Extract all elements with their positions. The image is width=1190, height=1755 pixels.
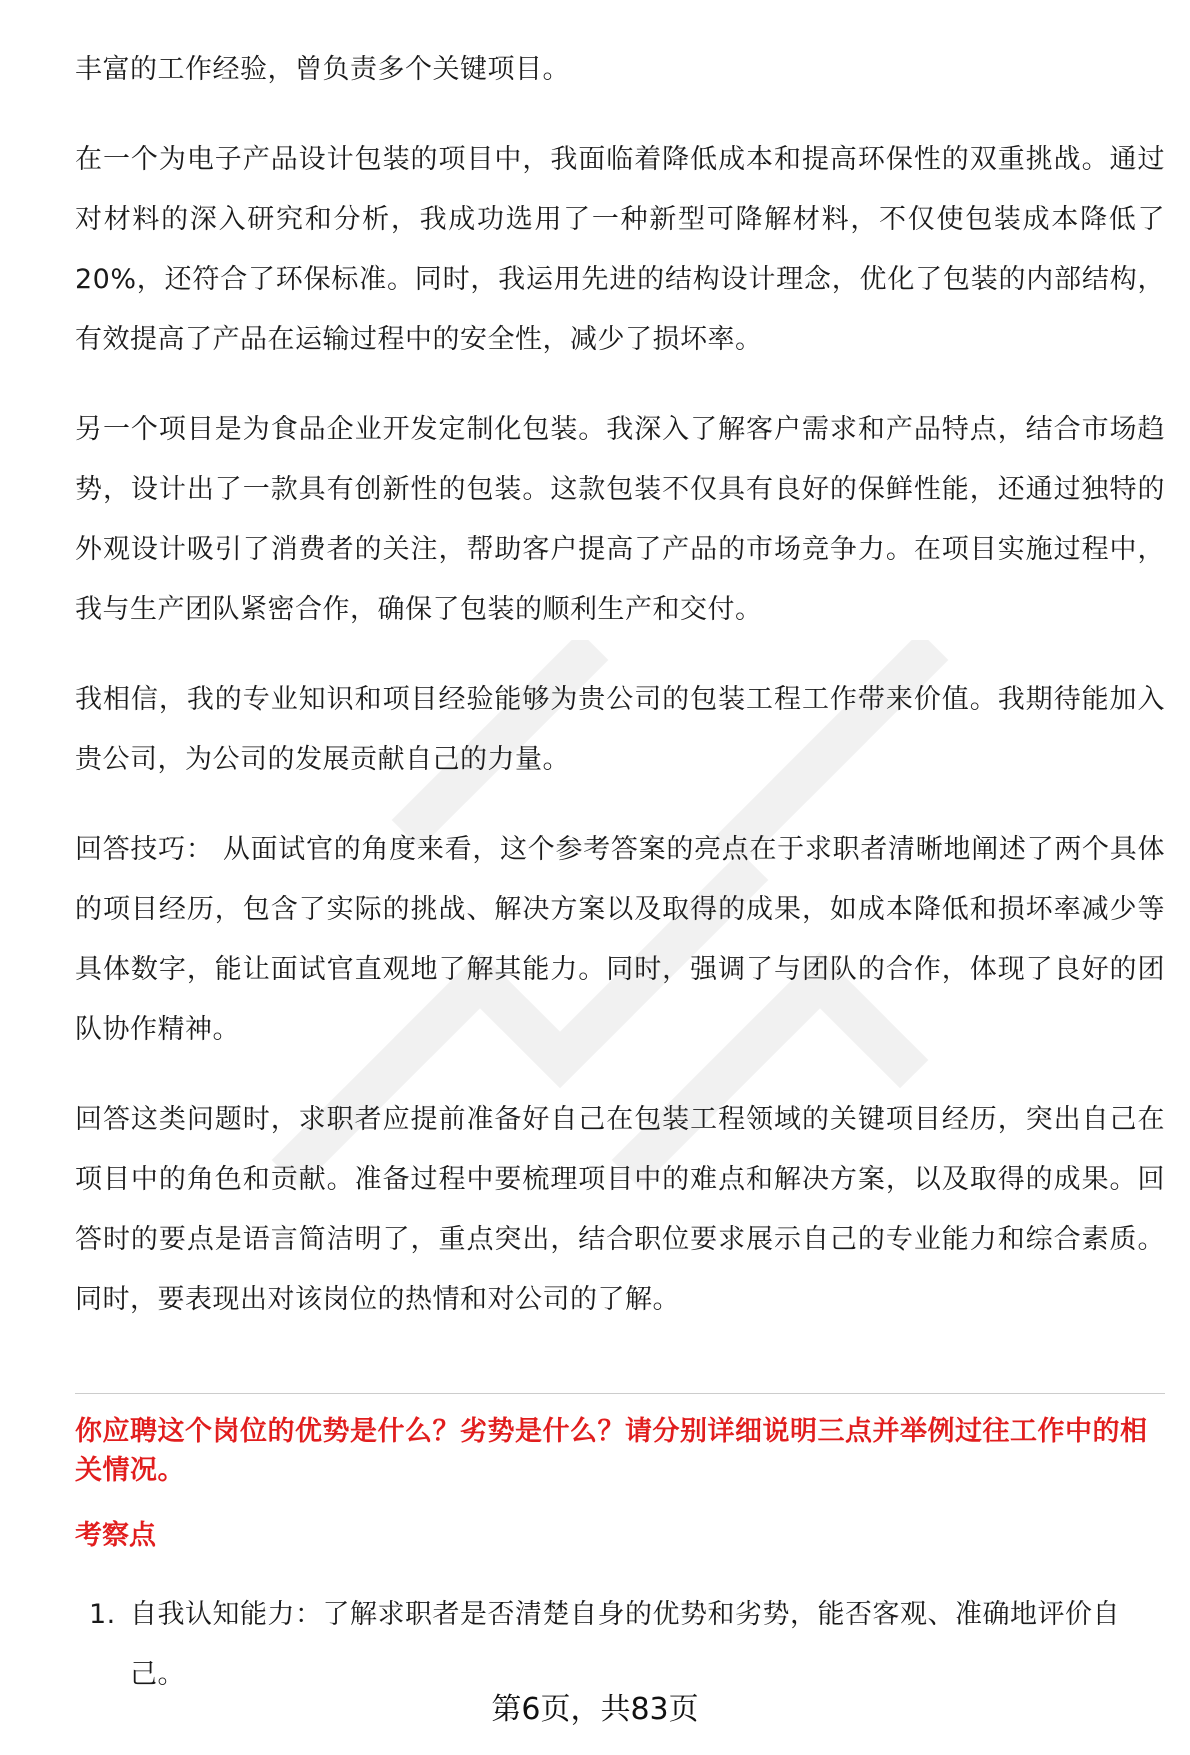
main-content xyxy=(75,40,1165,1330)
paragraph-project-electronics: 在一个为电子产品设计包装的项目中，我面临着降低成本和提高环保性的双重挑战。通过对材料的深入研究和分析，我成功选用了一种新型可降解材料，不仅使包装成本降低了 20%，还符合了环保标准。同时，我运用先进的结构设计理念，优化了包装的内部结构，有效提高了产品在运输过程中的安全性，减少了损坏率。 xyxy=(75,144,1165,355)
interview-question: 你应聘这个岗位的优势是什么？劣势是什么？请分别详细说明三点并举例过往工作中的相关情况。 xyxy=(75,1416,1148,1486)
paragraph-project-food: 另一个项目是为食品企业开发定制化包装。我深入了解客户需求和产品特点，结合市场趋势，设计出了一款具有创新性的包装。这款包装不仅具有良好的保鲜性能，还通过独特的外观设计吸引了消费者的关注，帮助客户提高了产品的市场竞争力。在项目实施过程中，我与生产团队紧密合作，确保了包装的顺利生产和交付。 xyxy=(75,414,1165,625)
page-number-footer: 第6页，共83页 xyxy=(491,1692,699,1727)
section-divider xyxy=(75,1393,1165,1394)
list-item-text: 自我认知能力：了解求职者是否清楚自身的优势和劣势，能否客观、准确地评价自己。 xyxy=(130,1599,1120,1690)
paragraph-answer-advice: 回答这类问题时，求职者应提前准备好自己在包装工程领域的关键项目经历，突出自己在项目中的角色和贡献。准备过程中要梳理项目中的难点和解决方案，以及取得的成果。回答时的要点是语言简洁明了，重点突出，结合职位要求展示自己的专业能力和综合素质。同时，要表现出对该岗位的热情和对公司的了解。 xyxy=(75,1104,1165,1315)
assessment-points-list xyxy=(75,1585,1165,1705)
list-item xyxy=(75,1585,1165,1705)
paragraph-intro-continuation: 丰富的工作经验，曾负责多个关键项目。 xyxy=(75,54,570,85)
paragraph-answer-tips: 回答技巧： 从面试官的角度来看，这个参考答案的亮点在于求职者清晰地阐述了两个具体的项目经历，包含了实际的挑战、解决方案以及取得的成果，如成本降低和损坏率减少等具体数字，能让面试官直观地了解其能力。同时，强调了与团队的合作，体现了良好的团队协作精神。 xyxy=(75,834,1165,1045)
section-heading-assessment-points: 考察点 xyxy=(75,1520,156,1551)
list-item-number: 1. xyxy=(89,1599,116,1630)
paragraph-closing: 我相信，我的专业知识和项目经验能够为贵公司的包装工程工作带来价值。我期待能加入贵公司，为公司的发展贡献自己的力量。 xyxy=(75,684,1165,775)
